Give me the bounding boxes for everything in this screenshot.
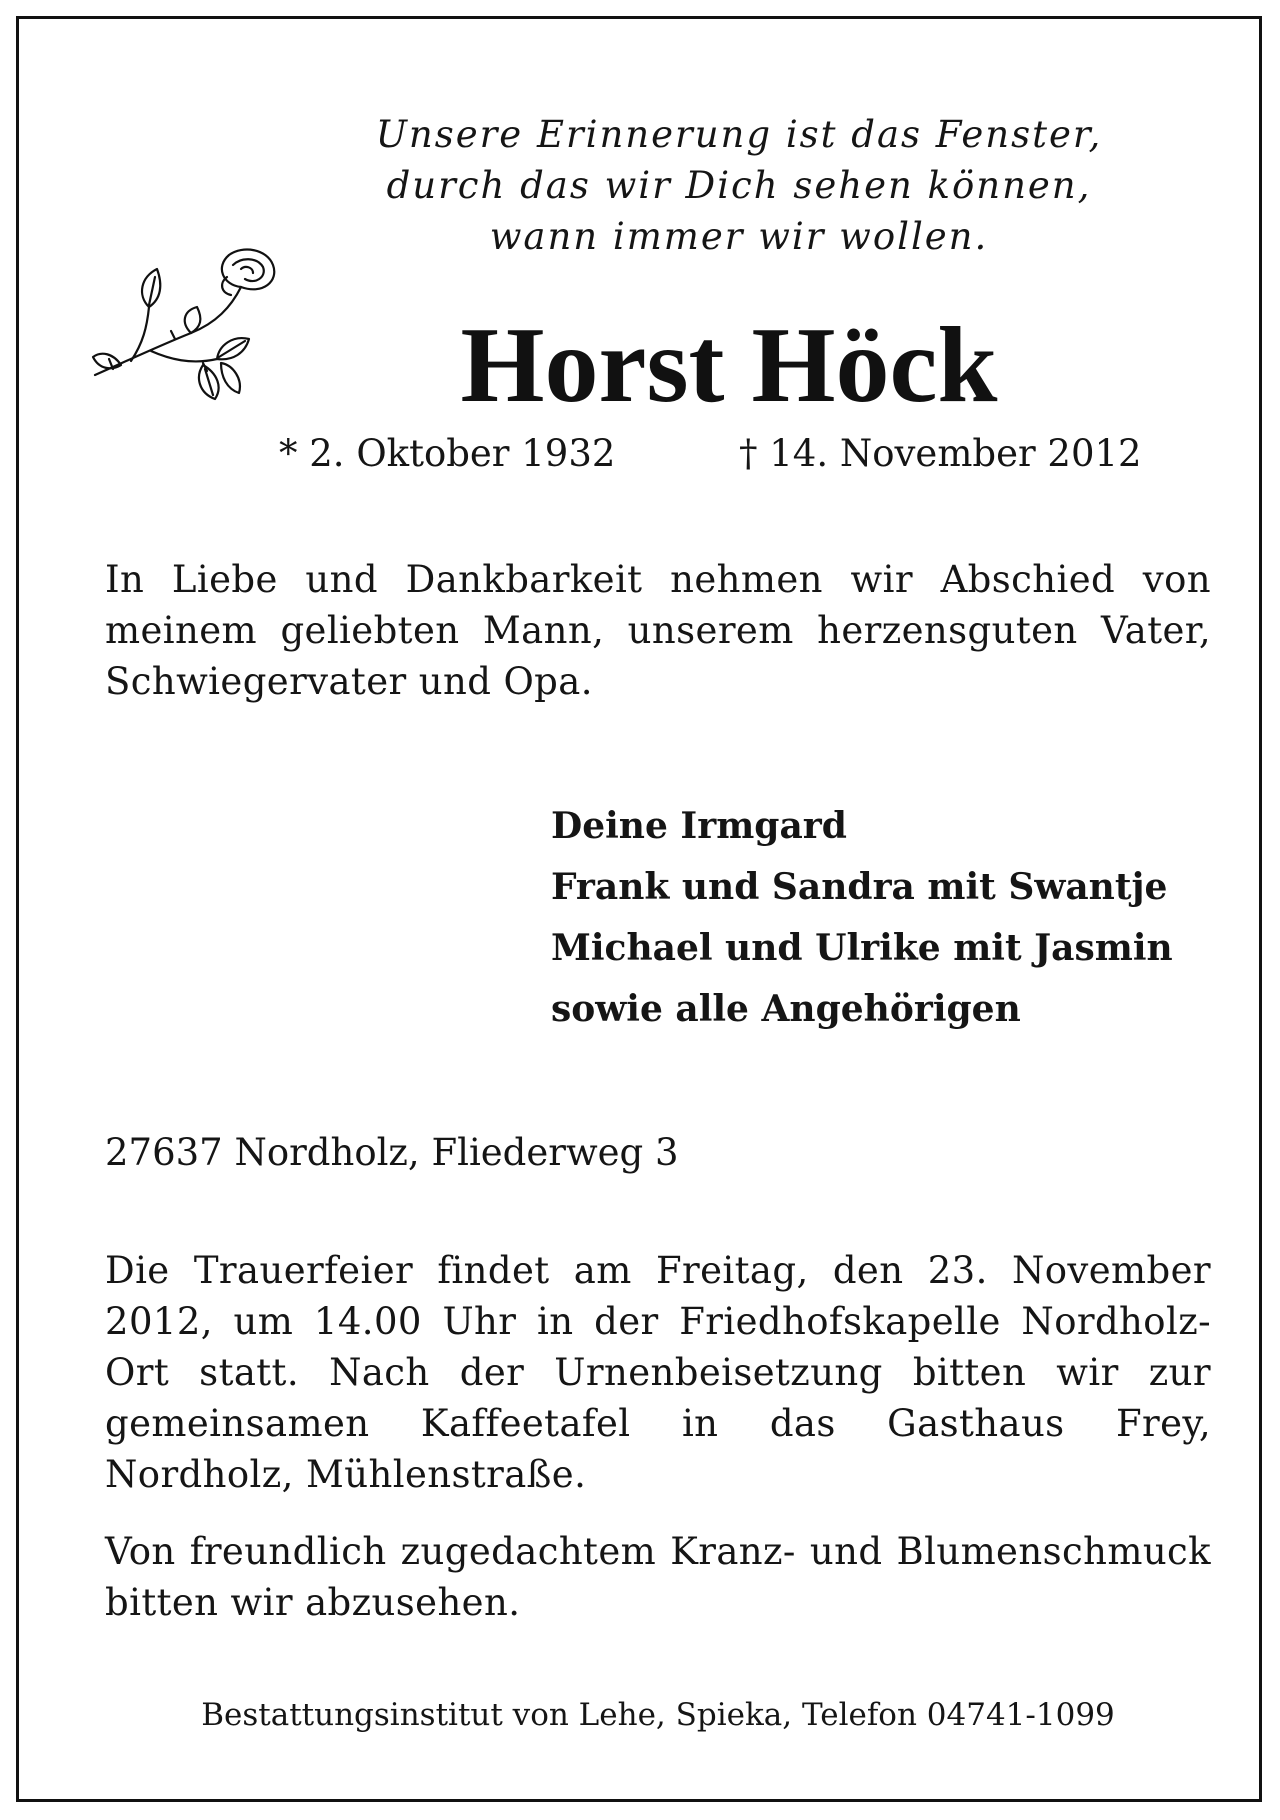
mourner-line: Deine Irmgard (551, 805, 847, 847)
funeral-home-footer: Bestattungsinstitut von Lehe, Spieka, Telefon 04741-1099 (201, 1697, 1115, 1733)
mourner-line: Frank und Sandra mit Swantje (551, 866, 1168, 908)
obituary-frame (16, 16, 1262, 1802)
quote-line: Unsere Erinnerung ist das Fenster, (375, 113, 1103, 156)
memorial-quote (319, 109, 1159, 262)
rose-icon (91, 247, 291, 427)
quote-line: durch das wir Dich sehen können, (386, 164, 1092, 207)
mourner-line: sowie alle Angehörigen (551, 988, 1021, 1030)
mourner-line: Michael und Ulrike mit Jasmin (551, 927, 1173, 969)
deceased-name: Horst Höck (460, 306, 998, 425)
birth-date: * 2. Oktober 1932 (279, 432, 616, 475)
farewell-text: In Liebe und Dankbarkeit nehmen wir Abschied von meinem geliebten Mann, unserem herzensguten Vater, Schwiegervater und Opa. (105, 558, 1211, 703)
mourners-list (551, 796, 1173, 1040)
flowers-notice: Von freundlich zugedachtem Kranz- und Blumenschmuck bitten wir abzusehen. (105, 1530, 1211, 1624)
family-address: 27637 Nordholz, Fliederweg 3 (105, 1131, 679, 1174)
quote-line: wann immer wir wollen. (489, 215, 989, 258)
funeral-notice: Die Trauerfeier findet am Freitag, den 23. November 2012, um 14.00 Uhr in der Friedhofskapelle Nordholz-Ort statt. Nach der Urnenbeisetzung bitten wir zur gemeinsamen Kaffeetafel in das Gasthaus Frey, Nordholz, Mühlenstraße. (105, 1249, 1211, 1496)
death-date: † 14. November 2012 (739, 432, 1142, 475)
